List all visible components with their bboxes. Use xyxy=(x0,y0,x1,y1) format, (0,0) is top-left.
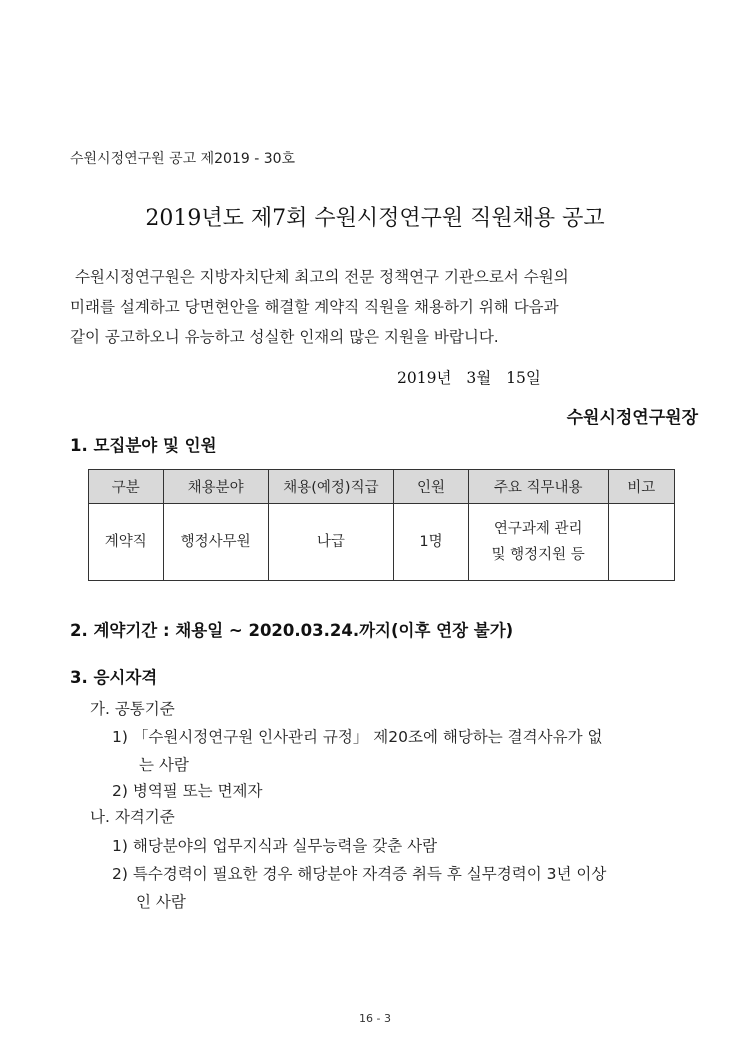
item-text-continued: 인 사람 xyxy=(136,893,186,911)
qualification-item xyxy=(112,832,437,860)
table-header-cell: 채용분야 xyxy=(163,470,268,504)
item-text: 「수원시정연구원 인사관리 규정」 제20조에 해당하는 결격사유가 없 xyxy=(132,728,603,746)
table-header-cell: 주요 직무내용 xyxy=(468,470,608,504)
item-text: 해당분야의 업무지식과 실무능력을 갖춘 사람 xyxy=(132,837,438,855)
cell-grade: 나급 xyxy=(268,504,394,581)
table-row xyxy=(89,504,675,581)
cell-duties xyxy=(468,504,608,581)
cell-type: 계약직 xyxy=(89,504,164,581)
item-text: 병역필 또는 면제자 xyxy=(132,782,263,800)
signer: 수원시정연구원장 xyxy=(566,408,698,428)
table-header-cell: 비고 xyxy=(608,470,674,504)
document-title: 2019년도 제7회 수원시정연구원 직원채용 공고 xyxy=(145,206,605,231)
common-criteria-label: 가. 공통기준 xyxy=(90,700,175,718)
qualification-item xyxy=(112,860,692,916)
section-contract-period: 2. 계약기간 : 채용일 ~ 2020.03.24.까지(이후 연장 불가) xyxy=(70,621,514,640)
qualification-criteria-label: 나. 자격기준 xyxy=(90,808,175,826)
item-number: 2) xyxy=(112,782,128,800)
notice-number: 수원시정연구원 공고 제2019 - 30호 xyxy=(70,151,296,167)
qualification-item xyxy=(112,723,692,779)
intro-line: 미래를 설계하고 당면현안을 해결할 계약직 직원을 채용하기 위해 다음과 xyxy=(70,298,559,316)
item-text-continued: 는 사람 xyxy=(139,756,189,774)
duties-line: 연구과제 관리 xyxy=(493,521,583,537)
cell-count: 1명 xyxy=(394,504,469,581)
notice-date: 2019년 3월 15일 xyxy=(397,369,541,387)
item-number: 1) xyxy=(112,728,128,746)
cell-field: 행정사무원 xyxy=(163,504,268,581)
section-recruitment-heading: 1. 모집분야 및 인원 xyxy=(70,436,217,455)
intro-line: 수원시정연구원은 지방자치단체 최고의 전문 정책연구 기관으로서 수원의 xyxy=(74,268,569,286)
table-header-cell: 구분 xyxy=(89,470,164,504)
page-number: 16 - 3 xyxy=(359,1012,391,1025)
item-number: 1) xyxy=(112,837,128,855)
intro-line: 같이 공고하오니 유능하고 성실한 인재의 많은 지원을 바랍니다. xyxy=(70,328,499,346)
table-header-cell: 인원 xyxy=(394,470,469,504)
qualification-item xyxy=(112,777,263,805)
item-text: 특수경력이 필요한 경우 해당분야 자격증 취득 후 실무경력이 3년 이상 xyxy=(132,865,607,883)
duties-line: 및 행정지원 등 xyxy=(491,547,585,563)
cell-note xyxy=(608,504,674,581)
item-number: 2) xyxy=(112,865,128,883)
intro-paragraph xyxy=(70,262,690,352)
recruitment-table xyxy=(88,469,675,581)
table-header-cell: 채용(예정)직급 xyxy=(268,470,394,504)
table-header-row xyxy=(89,470,675,504)
section-qualifications-heading: 3. 응시자격 xyxy=(70,668,158,687)
